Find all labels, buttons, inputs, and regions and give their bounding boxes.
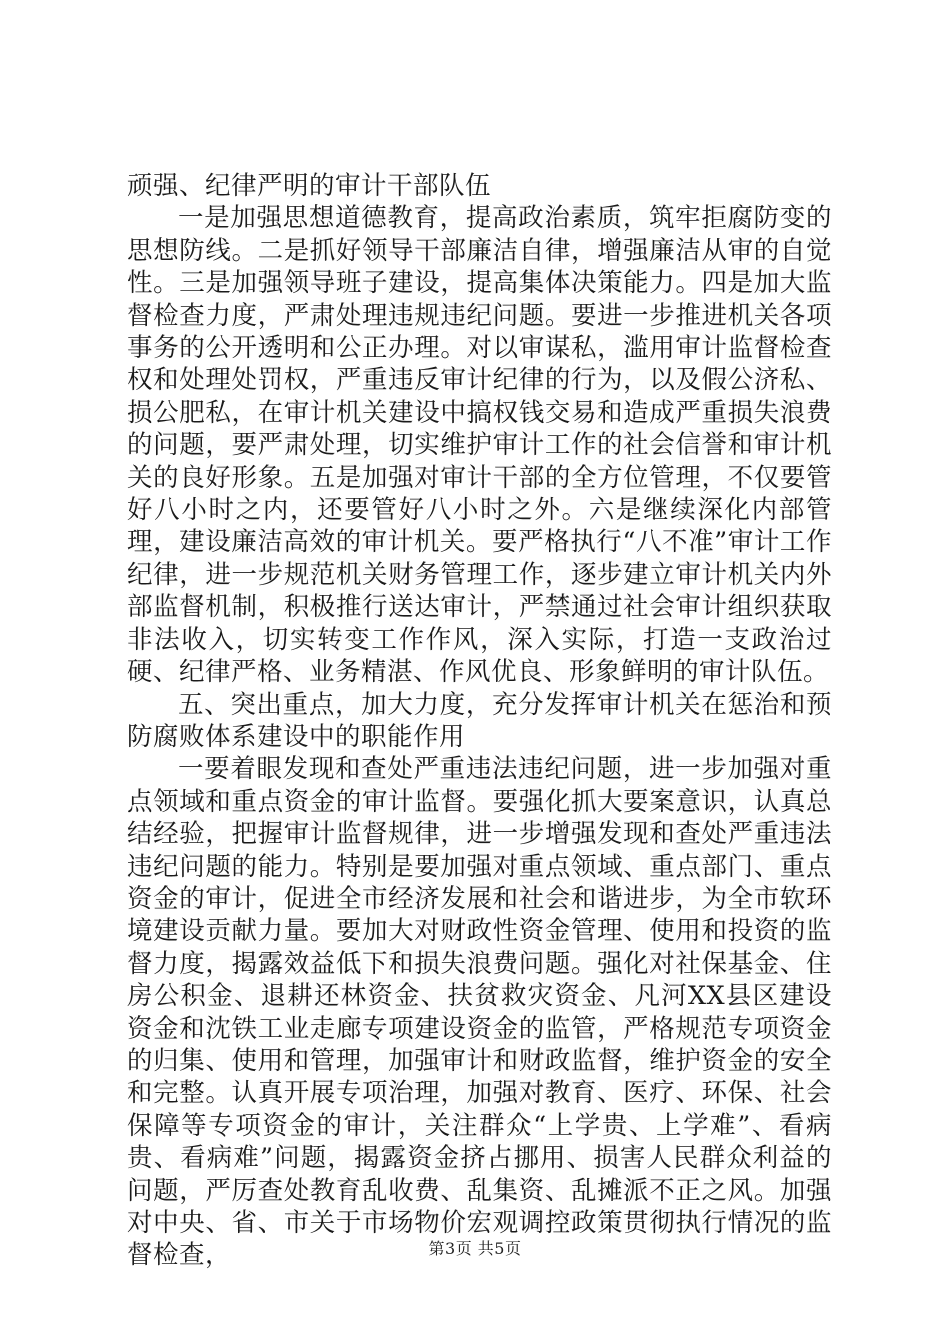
page-number-footer: 第3页 共5页 <box>428 1239 522 1258</box>
document-body <box>127 170 832 1272</box>
paragraph-audit-supervision: 一要着眼发现和查处严重违法违纪问题，进一步加强对重点领域和重点资金的审计监督。要强化抓大要案意识，认真总结经验，把握审计监督规律，进一步增强发现和查处严重违法违纪问题的能力。特别是要加强对重点领域、重点部门、重点资金的审计，促进全市经济发展和社会和谐进步，为全市软环境建设贡献力量。要加大对财政性资金管理、使用和投资的监督力度，揭露效益低下和损失浪费问题。强化对社保基金、住房公积金、退耕还林资金、扶贫救灾资金、凡河XX县区建设资金和沈铁工业走廊专项建设资金的监管，严格规范专项资金的归集、使用和管理，加强审计和财政监督，维护资金的安全和完整。认真开展专项治理，加强对教育、医疗、环保、社会保障等专项资金的审计，关注群众“上学贵、上学难”、看病贵、看病难”问题，揭露资金挤占挪用、损害人民群众利益的问题，严厉查处教育乱收费、乱集资、乱摊派不正之风。加强对中央、省、市关于市场物价宏观调控政策贯彻执行情况的监督检查， <box>127 754 832 1271</box>
paragraph-continuation: 顽强、纪律严明的审计干部队伍 <box>127 171 492 201</box>
paragraph-discipline-measures: 一是加强思想道德教育，提高政治素质，筑牢拒腐防变的思想防线。二是抓好领导干部廉洁自律，增强廉洁从审的自觉性。三是加强领导班子建设，提高集体决策能力。四是加大监督检查力度，严肃处理违规违纪问题。要进一步推进机关各项事务的公开透明和公正办理。对以审谋私，滥用审计监督检查权和处理处罚权，严重违反审计纪律的行为，以及假公济私、损公肥私，在审计机关建设中搞权钱交易和造成严重损失浪费的问题，要严肃处理，切实维护审计工作的社会信誉和审计机关的良好形象。五是加强对审计干部的全方位管理，不仅要管好八小时之内，还要管好八小时之外。六是继续深化内部管理，建设廉洁高效的审计机关。要严格执行“八不准”审计工作纪律，进一步规范机关财务管理工作，逐步建立审计机关内外部监督机制，积极推行送达审计，严禁通过社会审计组织获取非法收入，切实转变工作作风，深入实际，打造一支政治过硬、纪律严格、业务精湛、作风优良、形象鲜明的审计队伍。 <box>127 203 832 688</box>
section-heading-five: 五、突出重点，加大力度，充分发挥审计机关在惩治和预防腐败体系建设中的职能作用 <box>127 689 832 752</box>
